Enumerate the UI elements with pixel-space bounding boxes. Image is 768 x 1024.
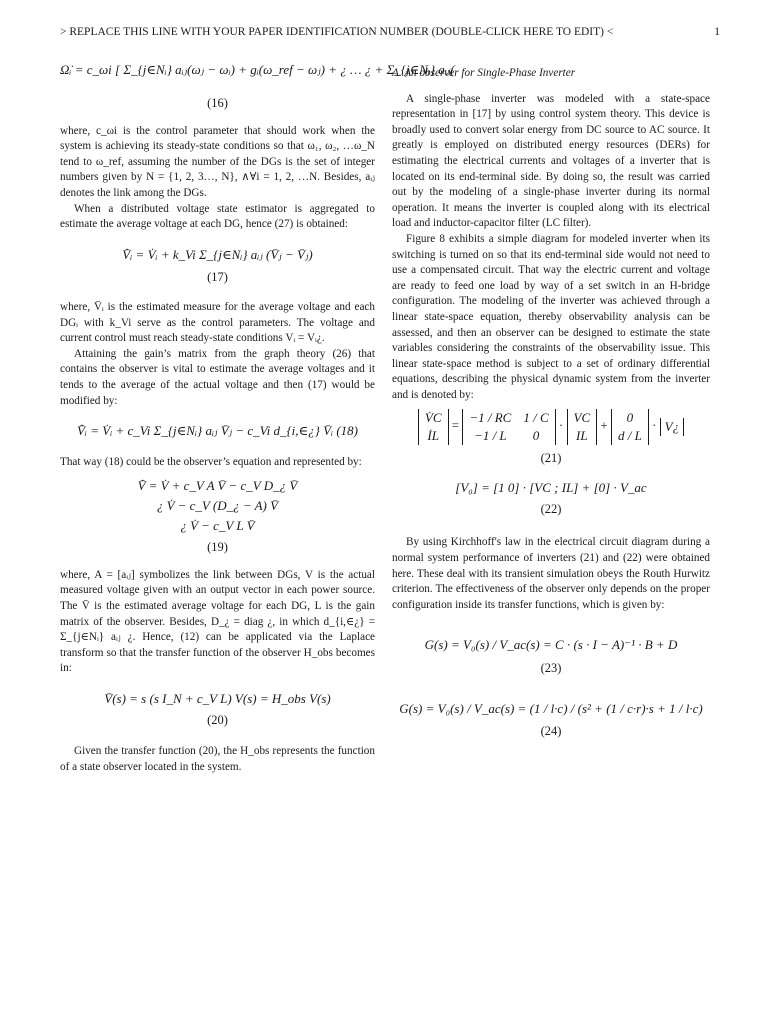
matrix-cell: IL <box>576 428 588 444</box>
paragraph: When a distributed voltage state estimator is aggregated to estimate the average voltage at each DG, hence (27) is obtained: <box>60 202 375 231</box>
equation-16: Ω̇ᵢ = c_ωi [ Σ_{j∈Nᵢ} aᵢⱼ(ωⱼ − ωᵢ) + gᵢ(ω_ref − ωⱼ) + ¿ … ¿ + Σ_{j∈Nᵢ} aᵢⱼ( <box>60 62 455 77</box>
paragraph: Figure 8 exhibits a simple diagram for modeled inverter when its switching is turned on so that its end-terminal side would not need to use a compensated circuit. That way the electric current and voltage are ready to feed one load by way of a set switch in an H-bridge configuration. The modeling of the inverter was achieved through a linear state-space equation, thereby observability analysis can be assessed, and then an observer can be designed to estimate the state variables considering the constraints of the observability issue. This linear state-space method is subject to a set of ordinary differential equations, describing the physical dynamic system from the inverter and is denoted by: <box>392 232 710 401</box>
page-header <box>60 26 720 44</box>
matrix-cell: 0 <box>626 410 634 426</box>
state-derivative-vector <box>418 409 449 444</box>
equation-24-number: (24) <box>540 724 562 739</box>
matrix-cell: −1 / RC <box>469 410 512 426</box>
equation-21-number: (21) <box>540 450 562 465</box>
right-column <box>392 60 710 740</box>
matrix-cell: V̇C <box>424 410 442 426</box>
equation-22: [V₀] = [1 0] · [VC ; IL] + [0] · V_ac <box>455 480 647 496</box>
equation-22-number: (22) <box>540 501 562 516</box>
page-number: 1 <box>714 26 720 38</box>
equation-19-line-3: ¿ V̇ − c_V L V̄ <box>180 518 255 534</box>
equation-19-line-2: ¿ V̇ − c_V (D_¿ − A) V̄ <box>156 498 279 514</box>
paragraph: where, A = [aᵢⱼ] symbolizes the link between DGs, V is the actual measured voltage given with an output vector in each power source. The V̄ is the estimated average voltage for each DG, L is the gain matrix of the observer. Besides, D_¿ = diag ¿, in which d_{i,∈¿} = Σ_{j∈Nᵢ} aᵢⱼ ¿. Hence, (12) can be applicated via the Laplace transform so that the transfer function of the observer H_obs becomes in: <box>60 568 375 675</box>
paragraph: where, c_ωi is the control parameter that should work when the system is achieving its steady-state conditions so that ω₁, ω₂, …ω_N tend to ω_ref, assuming the number of the DGs is the set of integer numbers given by N = {1, 2, 3…, N}, ∧∀i = 1, 2, …N. Besides, aᵢⱼ denotes the link among the DGs. <box>60 124 375 199</box>
equation-19-number: (19) <box>207 540 228 555</box>
input-vector: V¿ <box>660 418 684 436</box>
equation-21: V̇C İL = −1 / RC 1 / C −1 / L 0 · VC IL + 0 d / L · V¿ <box>392 409 710 444</box>
equation-17: V̄̇ᵢ = V̇ᵢ + k_Vi Σ_{j∈Nᵢ} aᵢⱼ (V̄ⱼ − V̄ⱼ) <box>122 246 313 262</box>
paragraph: That way (18) could be the observer’s equation and represented by: <box>60 455 362 468</box>
matrix-cell: d / L <box>617 428 642 444</box>
equation-23-number: (23) <box>540 661 562 675</box>
paragraph: By using Kirchhoff's law in the electrical circuit diagram during a normal system performance of inverters (21) and (22) were obtained here. These deal with its transient simulation obeys the Routh Hurwitz criterion. The effectiveness of the observer only depends on the proper configuration inside its transfer functions, which is given by: <box>392 536 710 611</box>
equation-16-number: (16) <box>207 96 228 110</box>
equation-24: G(s) = V₀(s) / V_ac(s) = (1 / l·c) / (s² + (1 / c·r)·s + 1 / l·c) <box>399 700 703 716</box>
equation-20: V̄(s) = s (s I_N + c_V L) V(s) = H_obs V(s) <box>104 691 331 707</box>
paragraph: where, V̄ᵢ is the estimated measure for the average voltage and each DGᵢ with k_Vi serve as the control parameters. The voltage and current control must reach steady-state conditions Vᵢ = Vᵢ¿. <box>60 300 375 345</box>
section-heading: A. An observer for Single-Phase Inverter <box>392 67 576 79</box>
matrix-cell: −1 / L <box>474 428 507 444</box>
paragraph: Attaining the gain’s matrix from the graph theory (26) that contains the observer is vital to estimate the average voltages and it tends to the average of the actual voltage and then (17) would be modified by: <box>60 347 375 407</box>
matrix-cell: 1 / C <box>523 410 549 426</box>
equation-23: G(s) = V₀(s) / V_ac(s) = C · (s · I − A)⁻¹ · B + D <box>424 637 678 653</box>
paragraph: Given the transfer function (20), the H_obs represents the function of a state observer located in the system. <box>60 745 375 773</box>
equation-20-number: (20) <box>207 712 228 727</box>
state-vector <box>567 409 598 444</box>
matrix-cell: 0 <box>532 428 540 444</box>
equation-17-number: (17) <box>207 270 228 285</box>
paper-id-line: > REPLACE THIS LINE WITH YOUR PAPER IDENTIFICATION NUMBER (DOUBLE-CLICK HERE TO EDIT) < <box>60 26 614 38</box>
paragraph: A single-phase inverter was modeled with a state-space representation in [17] by using control system theory. This device is broadly used to convert solar energy from DC source to AC source. It greatly is employed on distributed energy resources (DERs) for estimating the electrical currents and voltages of a inverter that is located on its end-terminal side. By doing so, the result was carried out by the modeling of a single-phase inverter during its normal operation. It means the inverter is coupled along with its electrical load and inductor-capacitor filter (LC filter). <box>392 92 710 230</box>
matrix-cell: VC <box>573 410 591 426</box>
input-matrix-b <box>611 409 649 444</box>
equation-18: V̄̇ᵢ = V̇ᵢ + c_Vi Σ_{j∈Nᵢ} aᵢⱼ V̄ⱼ − c_Vi d_{i,∈¿} V̄ᵢ (18) <box>76 423 359 439</box>
system-matrix-a <box>462 409 555 444</box>
matrix-cell: İL <box>427 428 439 444</box>
equation-19-line-1: V̄̇ = V̇ + c_V A V̄ − c_V D_¿ V̄ <box>137 478 298 494</box>
